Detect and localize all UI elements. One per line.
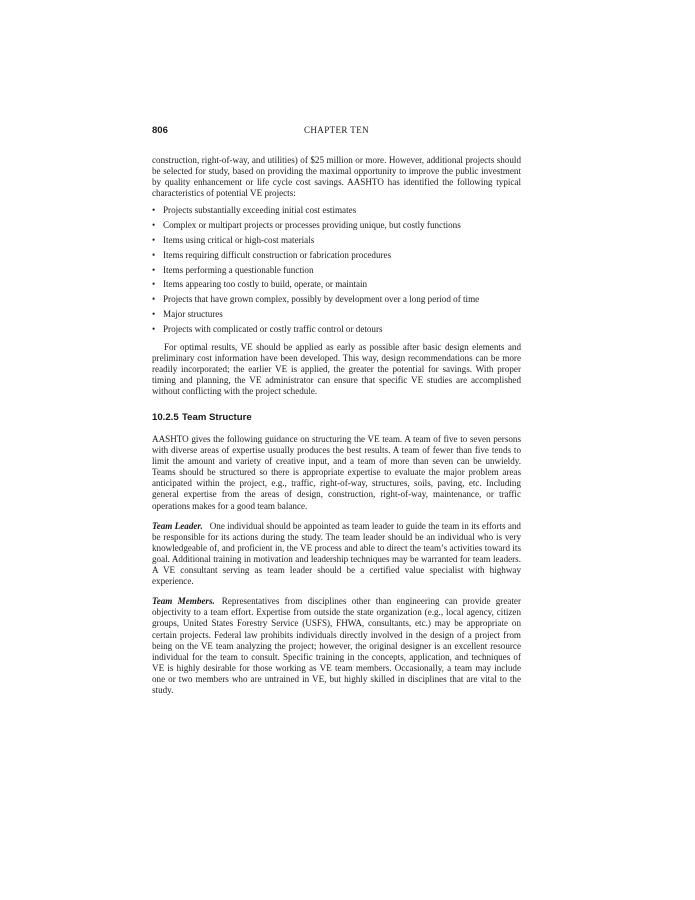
ve-project-characteristics-list [152,203,521,336]
list-item-text: Items performing a questionable function [163,264,314,275]
team-leader-label: Team Leader. [152,520,203,531]
page-number: 806 [152,125,168,136]
bullet-icon: • [152,220,156,231]
bullet-icon: • [152,308,156,319]
page-body [152,155,521,696]
team-members-label: Team Members. [152,596,215,607]
bullet-icon: • [152,294,156,305]
list-item [152,322,521,337]
intro-paragraph: construction, right-of-way, and utilities) of $25 million or more. However, additional projects should be selected for study, based on providing the maximal opportunity to improve the public investment by quality enhancement or life cycle cost savings. AASHTO has identified the following typical characteristics of potential VE projects: [152,155,521,199]
list-item-text: Major structures [163,308,223,319]
running-header [152,125,521,139]
team-guidance-paragraph: AASHTO gives the following guidance on structuring the VE team. A team of five to seven persons with diverse areas of expertise usually produces the best results. A team of fewer than five tends to limit the amount and variety of creative input, and a team of more than seven can be unwieldy. Teams should be structured so there is appropriate expertise to evaluate the major problem areas anticipated within the project, e.g., traffic, right-of-way, structures, soils, paving, etc. Including general expertise from the areas of design, construction, right-of-way, maintenance, or traffic operations makes for a good team balance. [152,434,521,511]
list-item [152,263,521,278]
bullet-icon: • [152,279,156,290]
list-item-text: Items requiring difficult construction or fabrication procedures [163,249,392,260]
chapter-title: CHAPTER TEN [304,125,369,135]
list-item-text: Items using critical or high-cost materials [163,234,315,245]
section-number: 10.2.5 [152,412,179,424]
list-item-text: Projects that have grown complex, possibly by development over a long period of time [163,294,480,305]
list-item-text: Items appearing too costly to build, operate, or maintain [163,279,368,290]
bullet-icon: • [152,264,156,275]
bullet-icon: • [152,205,156,216]
optimal-results-paragraph: For optimal results, VE should be applied as early as possible after basic design elements and preliminary cost information have been developed. This way, design recommendations can be more readily incorporated; the earlier VE is applied, the greater the potential for savings. With proper timing and planning, the VE administrator can ensure that specific VE studies are accomplished without conflicting with the project schedule. [152,341,521,396]
list-item-text: Projects substantially exceeding initial cost estimates [163,205,357,216]
bullet-icon: • [152,234,156,245]
list-item [152,292,521,307]
team-members-text: Representatives from disciplines other than engineering can provide greater objectivity to a team effort. Expertise from outside the state organization (e.g., local agency, citizen groups, United States Forestry Service (USFS), FHWA, consultants, etc.) may be appropriate on certain projects. Federal law prohibits individuals directly involved in the design of a project from being on the VE team analyzing the project; however, the original designer is an excellent resource individual for the team to consult. Specific training in the concepts, application, and techniques of VE is highly desirable for those working as VE team members. Occasionally, a team may include one or two members who are untrained in VE, but highly skilled in disciplines that are vital to the study. [152,596,521,695]
list-item [152,233,521,248]
section-title: Team Structure [182,412,252,424]
list-item [152,248,521,263]
list-item-text: Complex or multipart projects or processes providing unique, but costly functions [163,220,461,231]
list-item [152,203,521,218]
list-item-text: Projects with complicated or costly traffic control or detours [163,323,383,334]
team-leader-paragraph [152,521,521,588]
bullet-icon: • [152,323,156,334]
bullet-icon: • [152,249,156,260]
team-members-paragraph [152,596,521,696]
list-item [152,307,521,322]
list-item [152,218,521,233]
section-heading [152,412,521,424]
list-item [152,277,521,292]
team-leader-text: One individual should be appointed as team leader to guide the team in its efforts and be responsible for its actions during the study. The team leader should be an individual who is very knowledgeable of, and proficient in, the VE process and able to direct the team’s activities toward its goal. Additional training in motivation and leadership techniques may be warranted for team leaders. A VE consultant serving as team leader should be a certified value specialist with highway experience. [152,520,521,587]
